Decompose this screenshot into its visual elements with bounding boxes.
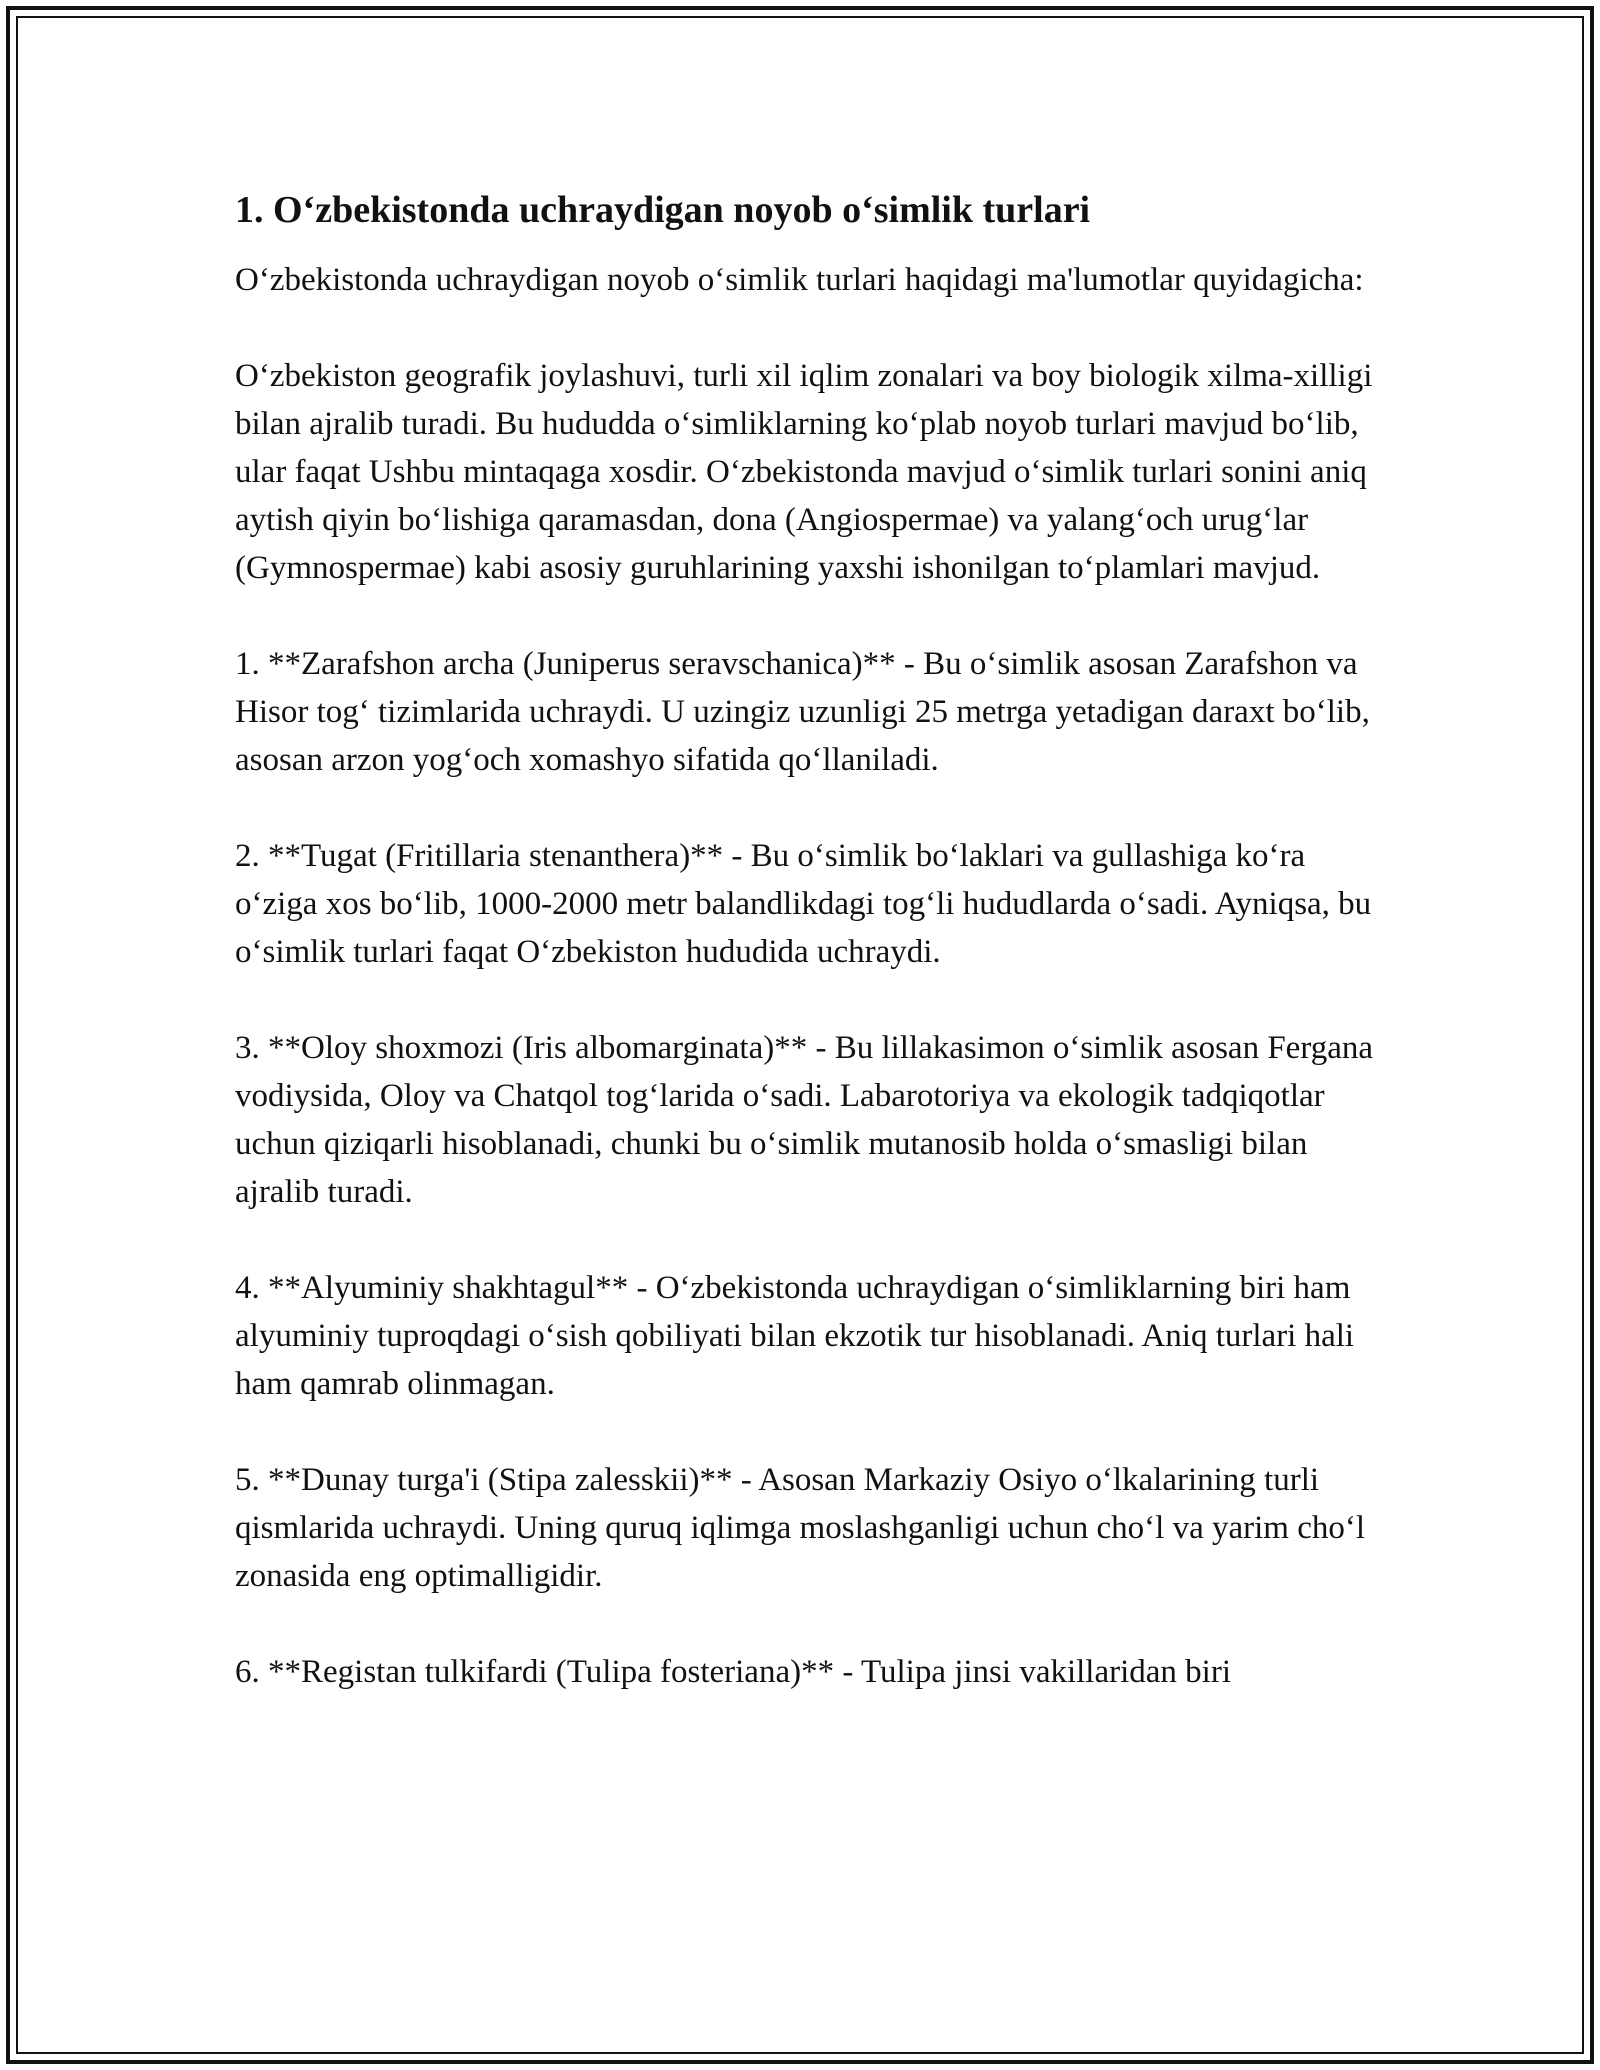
- list-item-6: 6. **Registan tulkifardi (Tulipa fosteriana)** - Tulipa jinsi vakillaridan biri: [235, 1654, 1231, 1690]
- list-item-4: 4. **Alyuminiy shakhtagul** - O‘zbekistonda uchraydigan o‘simliklarning biri ham alyuminiy tuproqdagi o‘sish qobiliyati bilan ekzotik tur hisoblanadi. Aniq turlari hali ham qamrab olinmagan.: [235, 1270, 1355, 1402]
- list-item-2: 2. **Tugat (Fritillaria stenanthera)** - Bu o‘simlik bo‘laklari va gullashiga ko‘ra o‘ziga xos bo‘lib, 1000-2000 metr balandlikdagi tog‘li hududlarda o‘sadi. Ayniqsa, bu o‘simlik turlari faqat O‘zbekiston hududida uchraydi.: [235, 838, 1372, 970]
- overview-paragraph: O‘zbekiston geografik joylashuvi, turli xil iqlim zonalari va boy biologik xilma-xilligi bilan ajralib turadi. Bu hududda o‘simliklarning ko‘plab noyob turlari mavjud bo‘lib, ular faqat Ushbu mintaqaga xosdir. O‘zbekistonda mavjud o‘simlik turlari sonini aniq aytish qiyin bo‘lishiga qaramasdan, dona (Angiospermae) va yalang‘och urug‘lar (Gymnospermae) kabi asosiy guruhlarining yaxshi ishonilgan to‘plamlari mavjud.: [235, 358, 1373, 586]
- list-item-3: 3. **Oloy shoxmozi (Iris albomarginata)** - Bu lillakasimon o‘simlik asosan Fergana vodiysida, Oloy va Chatqol tog‘larida o‘sadi. Labarotoriya va ekologik tadqiqotlar uchun qiziqarli hisoblanadi, chunki bu o‘simlik mutanosib holda o‘smasligi bilan ajralib turadi.: [235, 1030, 1374, 1210]
- document-body: [235, 186, 1375, 1744]
- intro-paragraph: O‘zbekistonda uchraydigan noyob o‘simlik turlari haqidagi ma'lumotlar quyidagicha:: [235, 262, 1364, 298]
- list-item-1: 1. **Zarafshon archa (Juniperus seravschanica)** - Bu o‘simlik asosan Zarafshon va Hisor tog‘ tizimlarida uchraydi. U uzingiz uzunligi 25 metrga yetadigan daraxt bo‘lib, asosan arzon yog‘och xomashyo sifatida qo‘llaniladi.: [235, 646, 1370, 778]
- section-heading: 1. O‘zbekistonda uchraydigan noyob o‘simlik turlari: [235, 189, 1091, 231]
- list-item-5: 5. **Dunay turga'i (Stipa zalesskii)** - Asosan Markaziy Osiyo o‘lkalarining turli qismlarida uchraydi. Uning quruq iqlimga moslashganligi uchun cho‘l va yarim cho‘l zonasida eng optimalligidir.: [235, 1462, 1366, 1594]
